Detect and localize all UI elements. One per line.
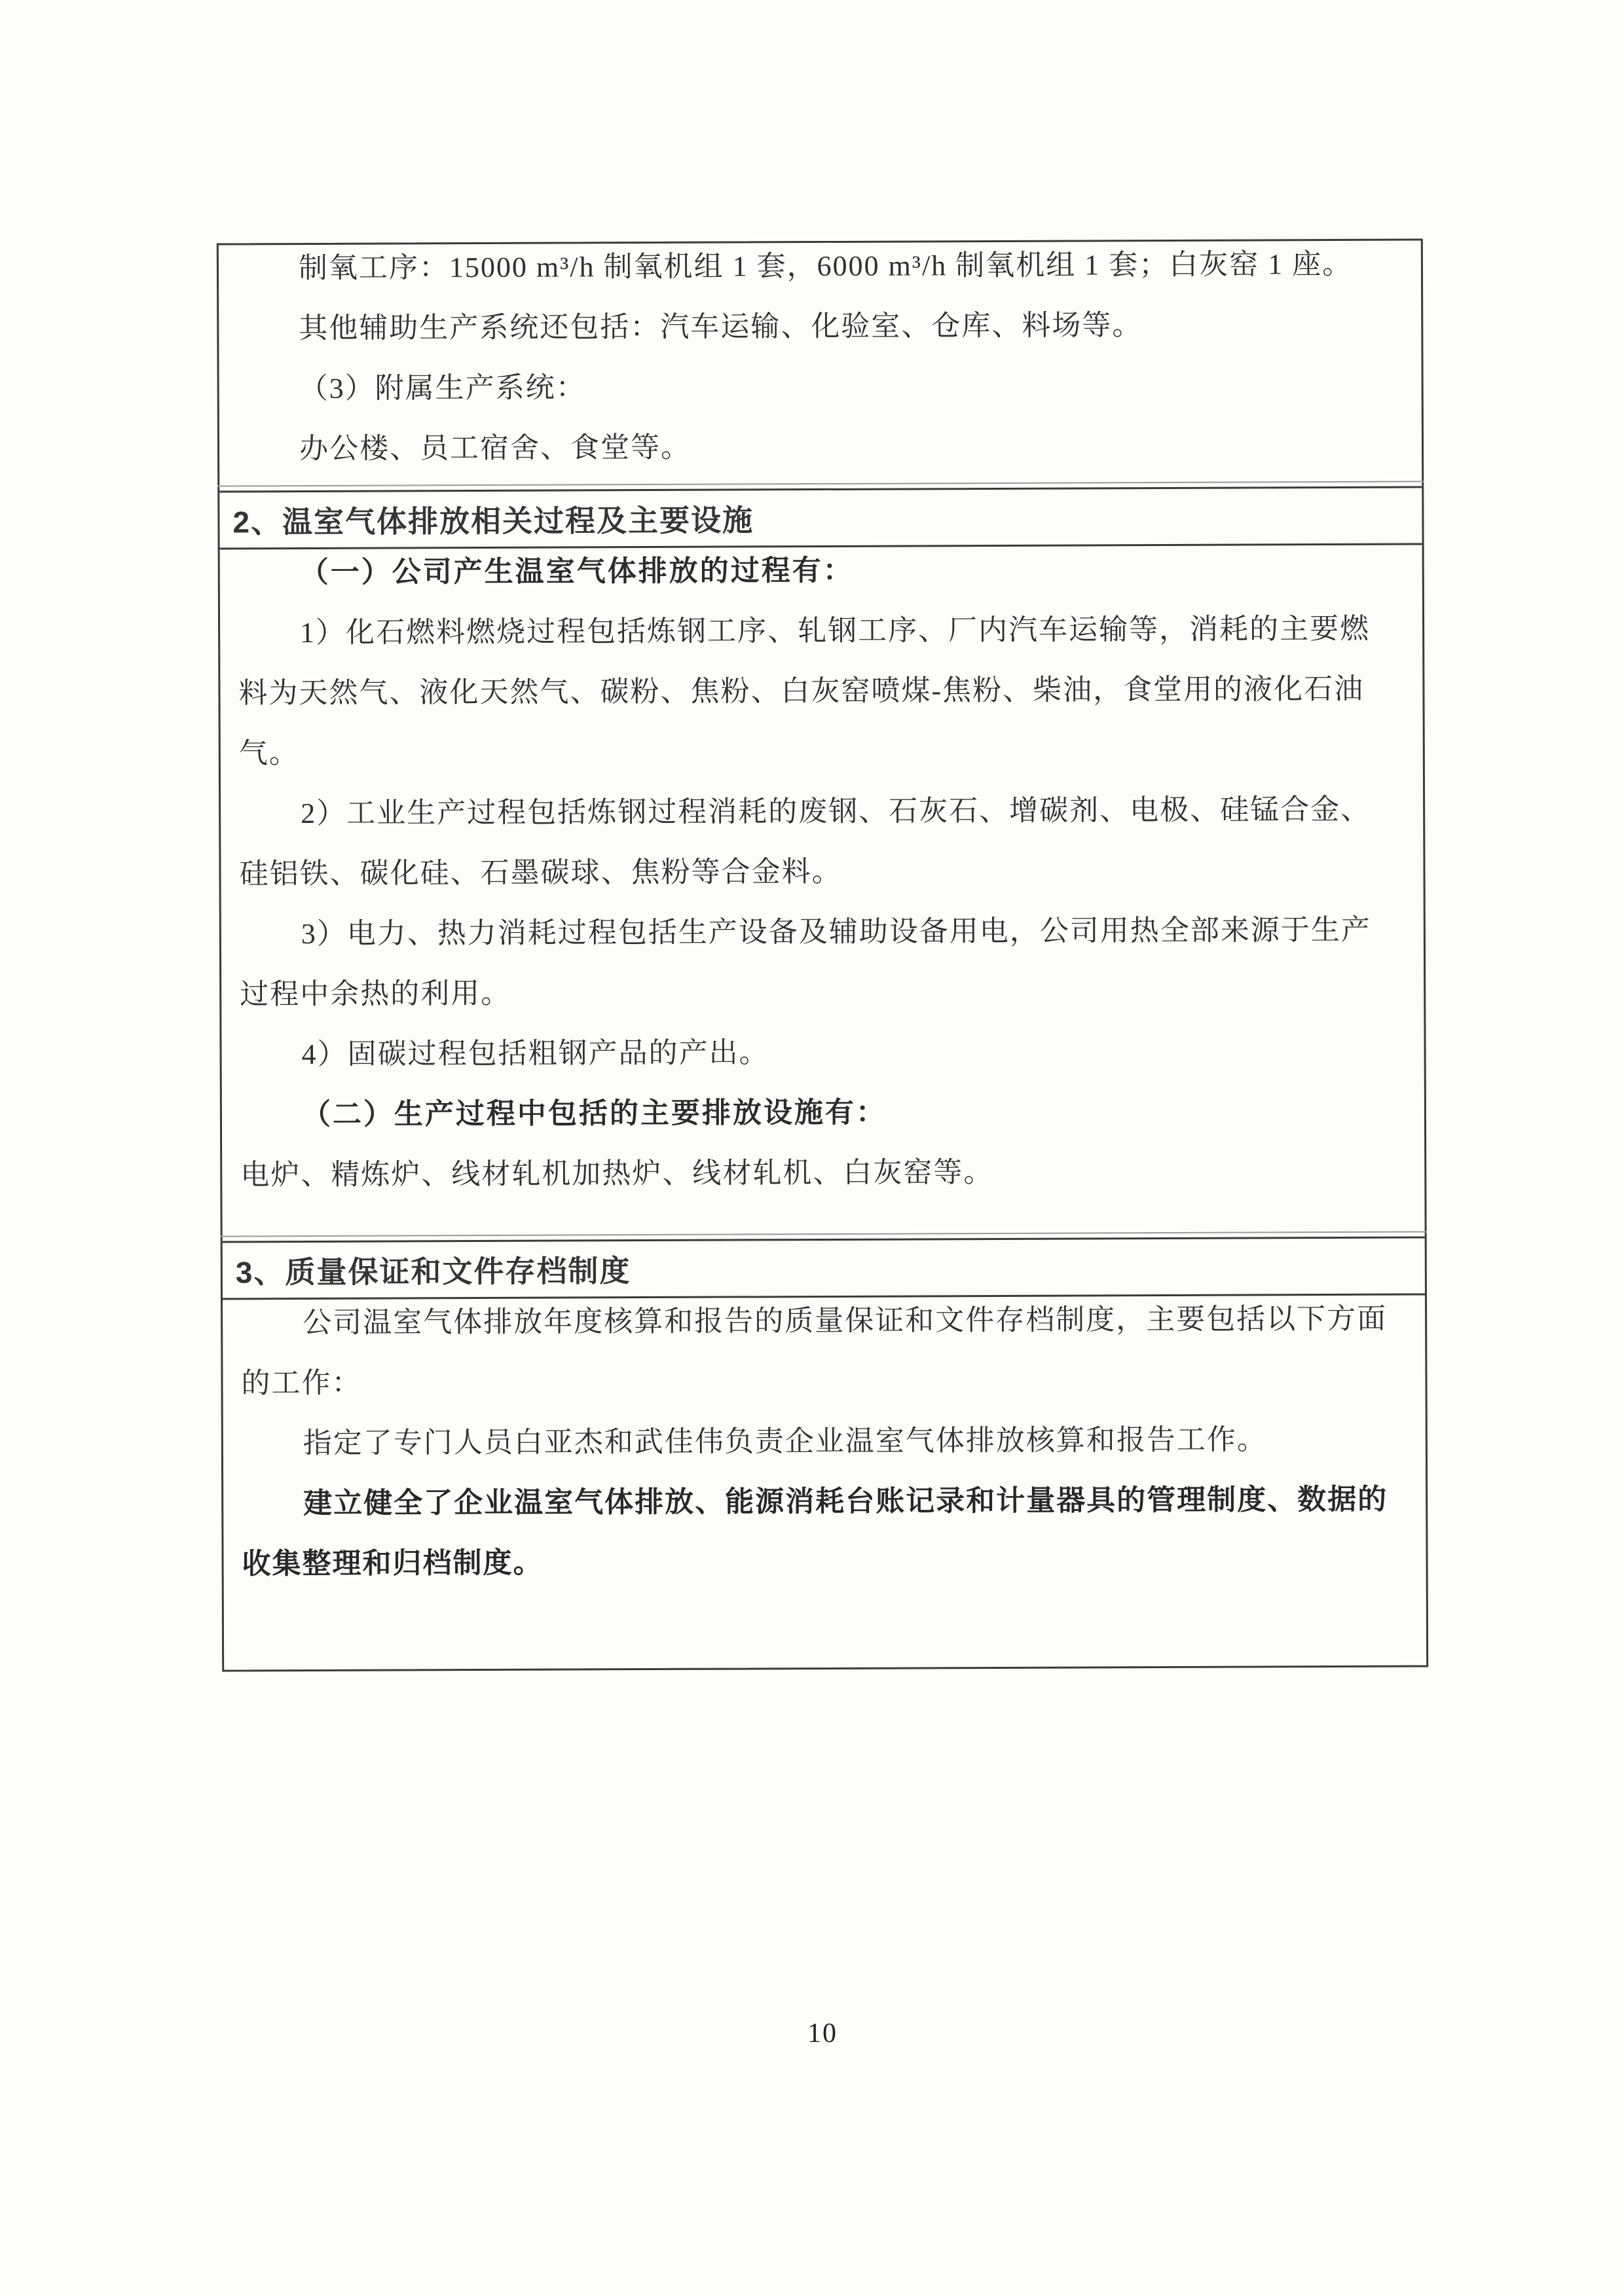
text-line: 料为天然气、液化天然气、碳粉、焦粉、白灰窑喷煤-焦粉、柴油，食堂用的液化石油 — [238, 672, 1365, 710]
text-line: 指定了专门人员白亚杰和武佳伟负责企业温室气体排放核算和报告工作。 — [303, 1423, 1267, 1460]
text-line: 建立健全了企业温室气体排放、能源消耗台账记录和计量器具的管理制度、数据的 — [303, 1483, 1388, 1520]
row-emission-processes — [220, 545, 1425, 1241]
text-line: 气。 — [238, 737, 299, 770]
row-quality-assurance — [223, 1295, 1426, 1669]
row-section-3-header — [223, 1236, 1425, 1300]
text-line: （3）附属生产系统： — [299, 371, 586, 405]
text-line: （一）公司产生温室气体排放的过程有： — [299, 554, 854, 589]
text-lines — [237, 240, 1403, 479]
text-line: 制氧工序：15000 m³/h 制氧机组 1 套，6000 m³/h 制氧机组 1 套；白灰窑 1 座。 — [298, 247, 1353, 285]
report-table — [217, 238, 1428, 1671]
section-header-text: 2、温室气体排放相关过程及主要设施 — [232, 503, 754, 539]
text-line: 收集整理和归档制度。 — [242, 1546, 544, 1580]
text-line: 3）电力、热力消耗过程包括生产设备及辅助设备用电，公司用热全部来源于生产 — [301, 913, 1371, 951]
text-line: 4）固碳过程包括粗钢产品的产出。 — [301, 1036, 769, 1071]
text-lines — [238, 545, 1407, 1205]
text-line: 电炉、精炼炉、线材轧机加热炉、线材轧机、白灰窑等。 — [240, 1156, 994, 1192]
row-section-2-header — [219, 486, 1422, 549]
text-line: 1）化石燃料燃烧过程包括炼钢工序、轧钢工序、厂内汽车运输等，消耗的主要燃 — [300, 612, 1371, 649]
page-number: 10 — [807, 2018, 838, 2049]
text-line: 其他辅助生产系统还包括：汽车运输、化验室、仓库、料场等。 — [299, 309, 1143, 345]
text-line: 过程中余热的利用。 — [240, 977, 511, 1011]
row-auxiliary-production — [219, 240, 1422, 490]
section-header-text: 3、质量保证和文件存档制度 — [235, 1254, 631, 1290]
text-line: 公司温室气体排放年度核算和报告的质量保证和文件存档制度，主要包括以下方面 — [303, 1302, 1388, 1339]
text-line: 的工作： — [241, 1366, 362, 1400]
text-line: 硅铝铁、碳化硅、石墨碳球、焦粉等合金料。 — [239, 855, 842, 890]
page-footer — [219, 2018, 1426, 2049]
text-line: 办公楼、员工宿舍、食堂等。 — [299, 431, 692, 465]
text-lines — [241, 1295, 1408, 1594]
text-line: （二）生产过程中包括的主要排放设施有： — [301, 1096, 887, 1131]
text-line: 2）工业生产过程包括炼钢过程消耗的废钢、石灰石、增碳剂、电极、硅锰合金、 — [301, 793, 1371, 830]
